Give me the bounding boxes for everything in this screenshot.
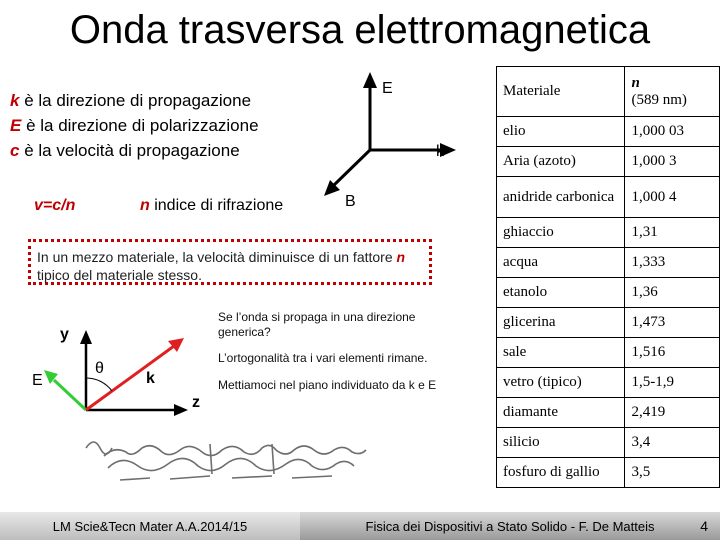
table-row: vetro (tipico) 1,5-1,9 [497, 368, 720, 398]
label-z: z [192, 394, 200, 411]
handwritten-formula-scribble [86, 442, 366, 480]
medium-velocity-note: In un mezzo materiale, la velocità diminuisce di un fattore n tipico del materiale stesso. [28, 239, 432, 285]
table-row: acqua 1,333 [497, 248, 720, 278]
refraction-index-label: n indice di rifrazione [140, 197, 284, 214]
refractive-index-table [496, 66, 720, 488]
table-row: etanolo 1,36 [497, 278, 720, 308]
table-row: sale 1,516 [497, 338, 720, 368]
header-material: Materiale [497, 67, 625, 117]
label-e: E [382, 80, 393, 97]
velocity-formula: v=c/n [34, 197, 76, 214]
b-axis-arrow [333, 150, 370, 186]
theta-arc [86, 378, 112, 391]
table-row: elio 1,000 03 [497, 117, 720, 147]
label-e-2d: E [32, 372, 43, 389]
table-header-row [497, 67, 720, 117]
table-row: Aria (azoto) 1,000 3 [497, 147, 720, 177]
label-y: y [60, 326, 69, 343]
y-axis-arrowhead [80, 330, 92, 344]
z-axis-arrowhead [174, 404, 188, 416]
definition-k: k è la direzione di propagazione [10, 91, 252, 110]
label-k-2d: k [146, 370, 155, 387]
header-n: n (589 nm) [625, 67, 720, 117]
note-plane: Mettiamoci nel piano individuato da k e E [218, 378, 437, 392]
label-b: B [345, 193, 356, 210]
label-theta: θ [95, 360, 104, 377]
definition-e: E è la direzione di polarizzazione [10, 116, 259, 135]
note-orthogonality: L’ortogonalità tra i vari elementi rimane. [218, 351, 428, 365]
footer-course: LM Scie&Tecn Mater A.A.2014/15 [0, 512, 300, 540]
page-number: 4 [700, 518, 708, 534]
k-vector-red [86, 346, 174, 410]
table-row: diamante 2,419 [497, 398, 720, 428]
table-row: fosfuro di gallio 3,5 [497, 458, 720, 488]
table-row: glicerina 1,473 [497, 308, 720, 338]
e-axis-arrowhead [363, 72, 377, 88]
e-vector-green [54, 380, 86, 410]
table-row: silicio 3,4 [497, 428, 720, 458]
note-question: Se l’onda si propaga in una direzione generica? [218, 310, 416, 339]
table-row: ghiaccio 1,31 [497, 218, 720, 248]
table-row: anidride carbonica 1,000 4 [497, 177, 720, 218]
footer-author: Fisica dei Dispositivi a Stato Solido - F. De Matteis 4 [300, 512, 720, 540]
label-k: k [436, 143, 444, 160]
definition-c: c è la velocità di propagazione [10, 141, 240, 160]
slide-title: Onda trasversa elettromagnetica [69, 8, 651, 52]
